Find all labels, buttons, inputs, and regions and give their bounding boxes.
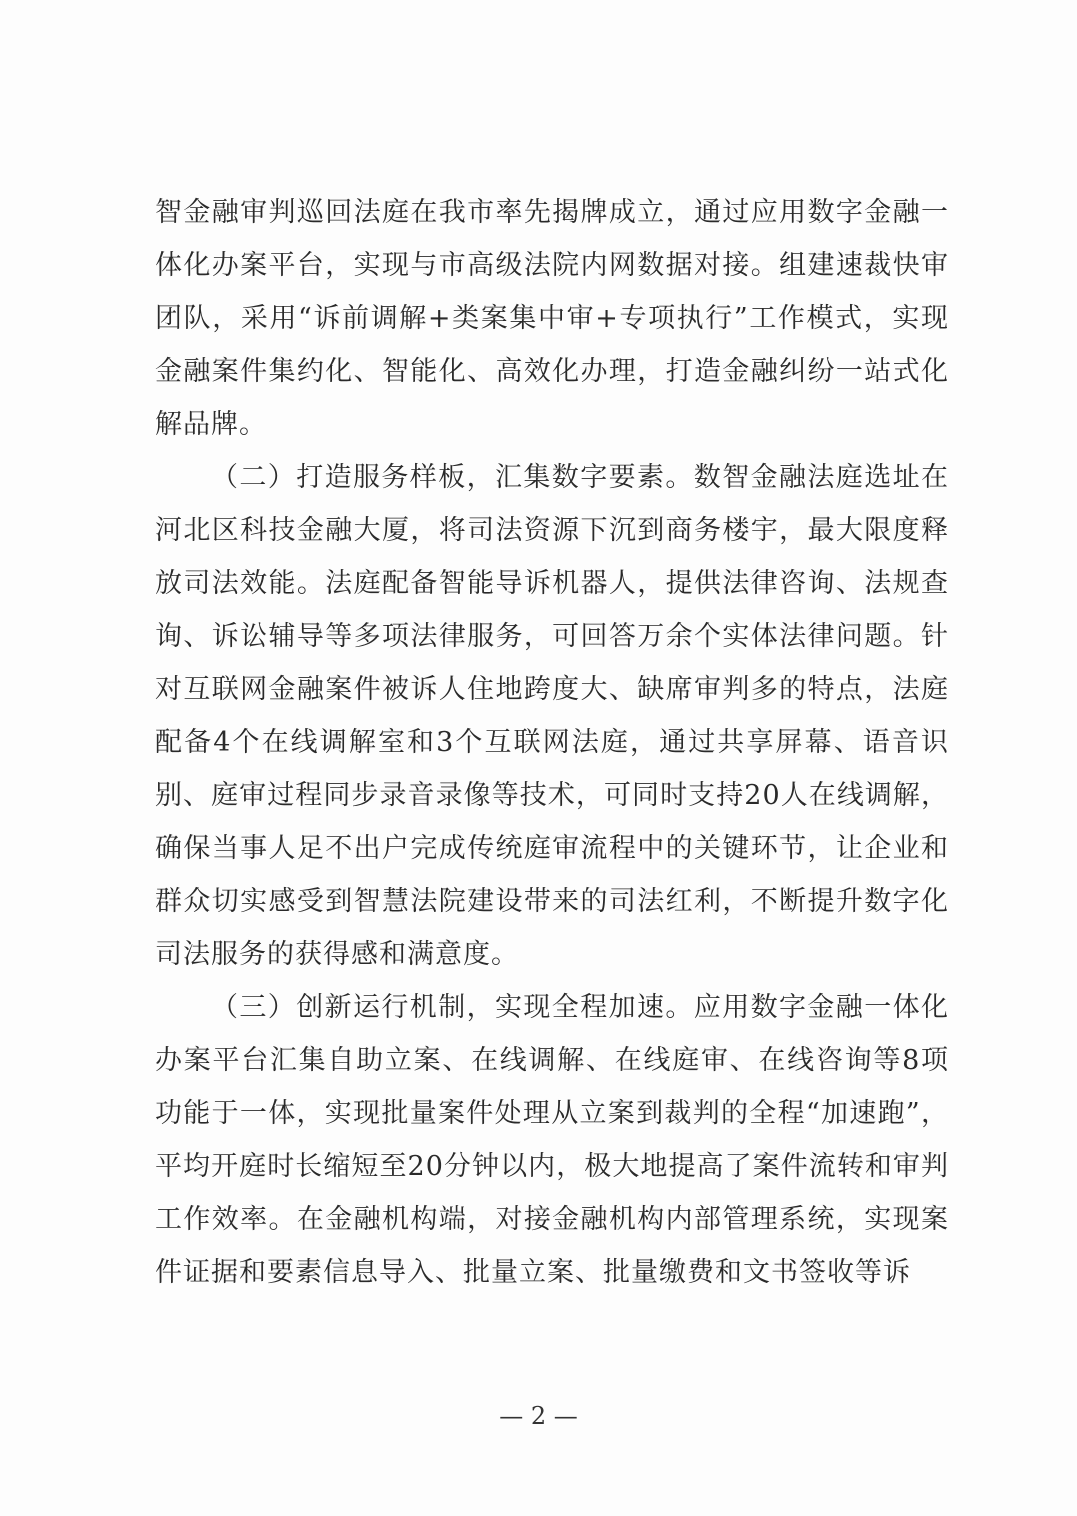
page-number: — 2 — bbox=[499, 1402, 578, 1430]
paragraph-3: （三）创新运行机制，实现全程加速。应用数字金融一体化办案平台汇集自助立案、在线调解、在线庭审、在线咨询等8项功能于一体，实现批量案件处理从立案到裁判的全程“加速跑”，平均开庭时长缩短至20分钟以内，极大地提高了案件流转和审判工作效率。在金融机构端，对接金融机构内部管理系统，实现案件证据和要素信息导入、批量立案、批量缴费和文书签收等诉 bbox=[155, 992, 949, 1288]
document-body bbox=[155, 186, 949, 1299]
paragraph-2: （二）打造服务样板，汇集数字要素。数智金融法庭选址在河北区科技金融大厦，将司法资源下沉到商务楼宇，最大限度释放司法效能。法庭配备智能导诉机器人，提供法律咨询、法规查询、诉讼辅导等多项法律服务，可回答万余个实体法律问题。针对互联网金融案件被诉人住地跨度大、缺席审判多的特点，法庭配备4个在线调解室和3个互联网法庭，通过共享屏幕、语音识别、庭审过程同步录音录像等技术，可同时支持20人在线调解，确保当事人足不出户完成传统庭审流程中的关键环节，让企业和群众切实感受到智慧法院建设带来的司法红利，不断提升数字化司法服务的获得感和满意度。 bbox=[155, 462, 949, 970]
paragraph-1: 智金融审判巡回法庭在我市率先揭牌成立，通过应用数字金融一体化办案平台，实现与市高级法院内网数据对接。组建速裁快审团队，采用“诉前调解+类案集中审+专项执行”工作模式，实现金融案件集约化、智能化、高效化办理，打造金融纠纷一站式化解品牌。 bbox=[155, 197, 949, 440]
